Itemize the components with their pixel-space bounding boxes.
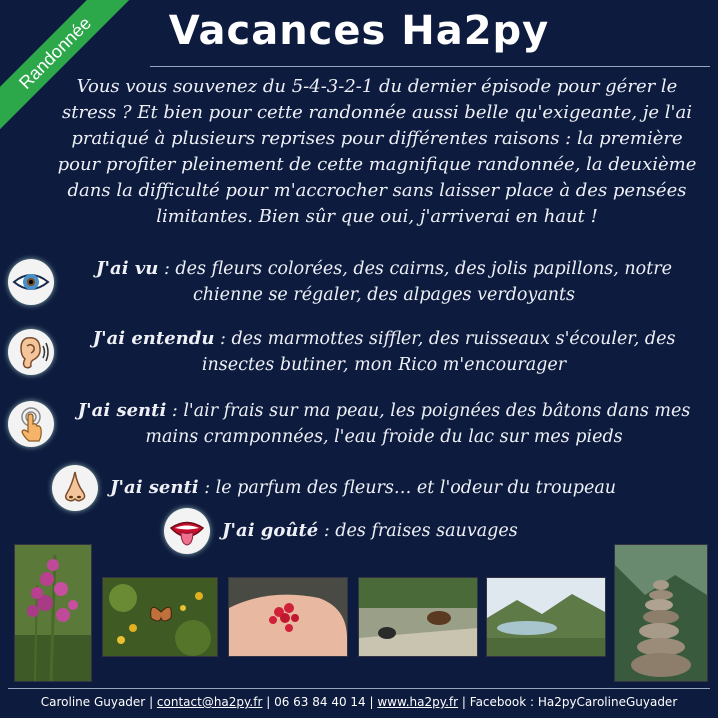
- sense-row-touch: [8, 398, 708, 450]
- nose-icon: [52, 465, 98, 511]
- photo-butterfly: [102, 577, 218, 657]
- sense-separator: :: [318, 521, 336, 541]
- sense-separator: :: [214, 329, 232, 349]
- touch-icon: [8, 401, 54, 447]
- footer-email-link[interactable]: contact@ha2py.fr: [156, 695, 263, 709]
- photo-dog-and-cow: [358, 577, 478, 657]
- footer-facebook: Facebook : Ha2pyCarolineGuyader: [469, 695, 678, 709]
- footer-phone: 06 63 84 40 14: [274, 695, 366, 709]
- mouth-icon: [164, 508, 210, 554]
- sense-separator: :: [158, 259, 176, 279]
- footer-separator: |: [262, 695, 275, 709]
- eye-icon: [8, 259, 54, 305]
- footer-separator: |: [365, 695, 378, 709]
- sense-row-taste: [164, 508, 518, 554]
- photo-mountain-lake: [486, 577, 606, 657]
- photo-fireweed: [14, 544, 92, 682]
- sense-separator: :: [166, 401, 184, 421]
- sense-text: le parfum des fleurs… et l'odeur du troupeau: [215, 478, 617, 498]
- sense-label: J'ai vu: [96, 258, 159, 279]
- sense-label: J'ai senti: [77, 400, 167, 421]
- footer-name: Caroline Guyader: [40, 695, 146, 709]
- footer-separator: |: [145, 695, 157, 709]
- sense-row-sight: [8, 256, 708, 308]
- sense-row-smell: [52, 465, 616, 511]
- footer-website-link[interactable]: www.ha2py.fr: [377, 695, 459, 709]
- photo-cairn: [614, 544, 708, 682]
- sense-label: J'ai senti: [110, 477, 199, 498]
- sense-label: J'ai goûté: [222, 520, 319, 541]
- ear-icon: [8, 329, 54, 375]
- sense-separator: :: [198, 478, 216, 498]
- footer-separator: |: [458, 695, 470, 709]
- page-title: Vacances Ha2py: [168, 8, 550, 54]
- category-ribbon: Randonnée: [0, 0, 133, 131]
- sense-text: des fraises sauvages: [335, 521, 518, 541]
- footer: [0, 695, 718, 709]
- sense-text: l'air frais sur ma peau, les poignées des bâtons dans mes mains cramponnées, l'eau froide du lac sur mes pieds: [145, 401, 691, 447]
- sense-label: J'ai entendu: [92, 328, 215, 349]
- sense-row-hearing: [8, 326, 708, 378]
- intro-paragraph: Vous vous souvenez du 5-4-3-2-1 du dernier épisode pour gérer le stress ? Et bien pour cette randonnée aussi belle qu'exigeante, je l'ai pratiqué à plusieurs reprises pour différentes raisons : la première pour profiter pleinement de cette magnifique randonnée, la deuxième dans la difficulté pour m'accrocher sans laisser place à des pensées limitantes. Bien sûr que oui, j'arriverai en haut !: [57, 76, 697, 227]
- title-divider: [150, 66, 710, 67]
- sense-text: des fleurs colorées, des cairns, des jolis papillons, notre chienne se régaler, des alpages verdoyants: [175, 259, 672, 305]
- sense-text: des marmottes siffler, des ruisseaux s'écouler, des insectes butiner, mon Rico m'encourager: [201, 329, 676, 375]
- photo-wild-strawberries: [228, 577, 348, 657]
- footer-divider: [8, 688, 710, 689]
